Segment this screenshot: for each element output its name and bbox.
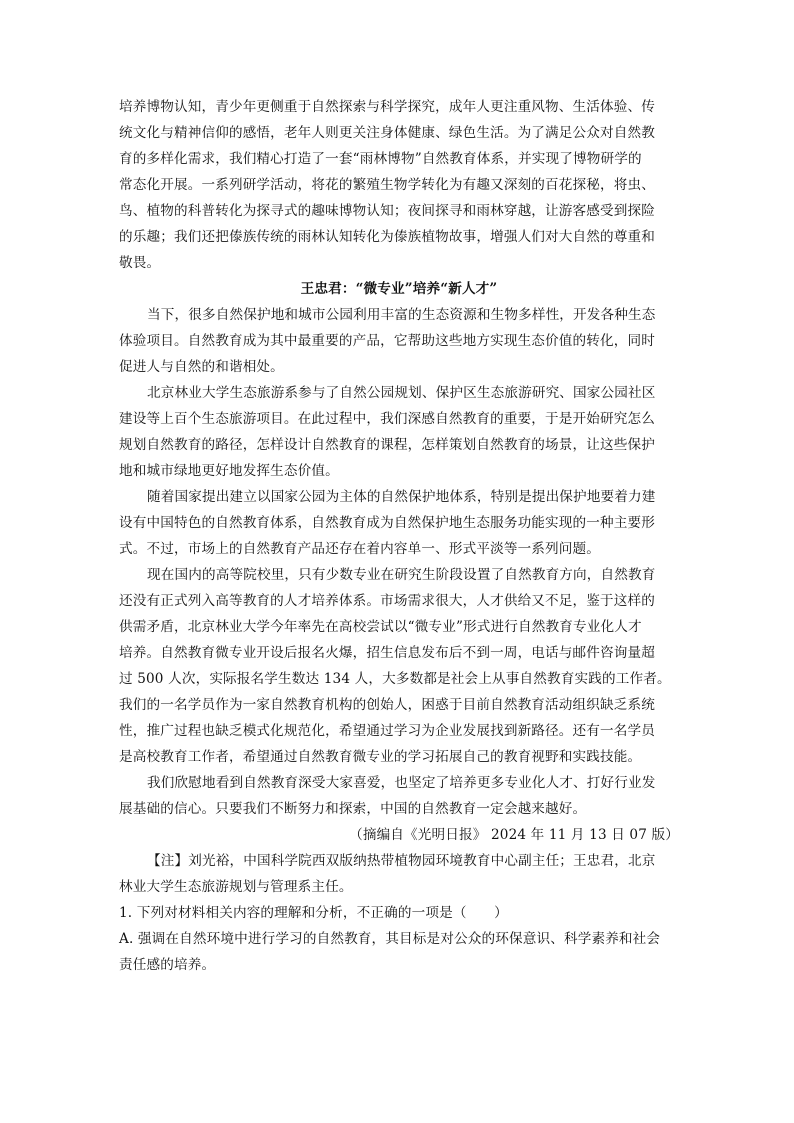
text-line: 育的多样化需求，我们精心打造了一套“雨林博物”自然教育体系，并实现了博物研学的 [119,151,642,167]
text-line: 式。不过，市场上的自然教育产品还存在着内容单一、形式平淡等一系列问题。 [119,541,601,557]
paragraph-5 [119,562,679,770]
source-citation: （摘编自《光明日报》 2024 年 11 月 13 日 07 版） [349,827,679,843]
text-line: 常态化开展。一系列研学活动，将花的繁殖生物学转化为有趣又深刻的百花探秘，将虫、 [119,177,656,193]
paragraph-3 [119,380,679,484]
text-line: 地和城市绿地更好地发挥生态价值。 [119,463,339,479]
text-line: 促进人与自然的和谐相处。 [119,359,284,375]
text-line: 规划自然教育的路径，怎样设计自然教育的课程，怎样策划自然教育的场景，让这些保护 [119,437,656,453]
text-line: 过 500 人次，实际报名学生数达 134 人，大多数都是社会上从事自然教育实践的工作者。 [119,671,671,687]
paragraph-6 [119,770,679,822]
text-line: 责任感的培养。 [119,957,216,973]
text-line: 鸟、植物的科普转化为探寻式的趣味博物认知；夜间探寻和雨林穿越，让游客感受到探险 [119,203,656,219]
section-heading: 王忠君：“微专业”培养“新人才” [300,281,498,297]
text-line: 现在国内的高等院校里，只有少数专业在研究生阶段设置了自然教育方向，自然教育 [147,567,656,583]
option-a [119,926,679,978]
text-line: 统文化与精神信仰的感悟，老年人则更关注身体健康、绿色生活。为了满足公众对自然教 [119,125,656,141]
text-line: 敬畏。 [119,255,161,271]
text-line: 我们的一名学员作为一家自然教育机构的创始人，困惑于目前自然教育活动组织缺乏系统 [119,697,656,713]
text-line: 体验项目。自然教育成为其中最重要的产品，它帮助这些地方实现生态价值的转化，同时 [119,333,656,349]
paragraph-4 [119,484,679,562]
text-line: 培养博物认知，青少年更侧重于自然探索与科学探究，成年人更注重风物、生活体验、传 [119,99,656,115]
text-line: 是高校教育工作者，希望通过自然教育微专业的学习拓展自己的教育视野和实践技能。 [119,749,642,765]
text-line: 设有中国特色的自然教育体系，自然教育成为自然保护地生态服务功能实现的一种主要形 [119,515,656,531]
document-page [119,94,679,978]
text-line: 建设等上百个生态旅游项目。在此过程中，我们深感自然教育的重要，于是开始研究怎么 [119,411,656,427]
note-block [119,848,679,900]
text-line: 【注】刘光裕，中国科学院西双版纳热带植物园环境教育中心副主任；王忠君，北京 [147,853,656,869]
text-line: 培养。自然教育微专业开设后报名火爆，招生信息发布后不到一周，电话与邮件咨询量超 [119,645,656,661]
paragraph-2 [119,302,679,380]
text-line: A. 强调在自然环境中进行学习的自然教育，其目标是对公众的环保意识、科学素养和社会 [119,931,661,947]
text-line: 林业大学生态旅游规划与管理系主任。 [119,879,353,895]
paragraph-1 [119,94,679,276]
text-line: 展基础的信心。只要我们不断努力和探索，中国的自然教育一定会越来越好。 [119,801,587,817]
text-line: 还没有正式列入高等教育的人才培养体系。市场需求很大，人才供给又不足，鉴于这样的 [119,593,656,609]
text-line: 性，推广过程也缺乏模式化规范化，希望通过学习为企业发展找到新路径。还有一名学员 [119,723,656,739]
question-stem: 1. 下列对材料相关内容的理解和分析，不正确的一项是（ ） [119,905,508,921]
text-line: 当下，很多自然保护地和城市公园利用丰富的生态资源和生物多样性，开发各种生态 [147,307,656,323]
text-line: 北京林业大学生态旅游系参与了自然公园规划、保护区生态旅游研究、国家公园社区 [147,385,656,401]
text-line: 供需矛盾，北京林业大学今年率先在高校尝试以“微专业”形式进行自然教育专业化人才 [119,619,642,635]
text-line: 我们欣慰地看到自然教育深受大家喜爱，也坚定了培养更多专业化人才、打好行业发 [147,775,656,791]
text-line: 的乐趣；我们还把傣族传统的雨林认知转化为傣族植物故事，增强人们对大自然的尊重和 [119,229,656,245]
text-line: 随着国家提出建立以国家公园为主体的自然保护地体系，特别是提出保护地要着力建 [147,489,656,505]
